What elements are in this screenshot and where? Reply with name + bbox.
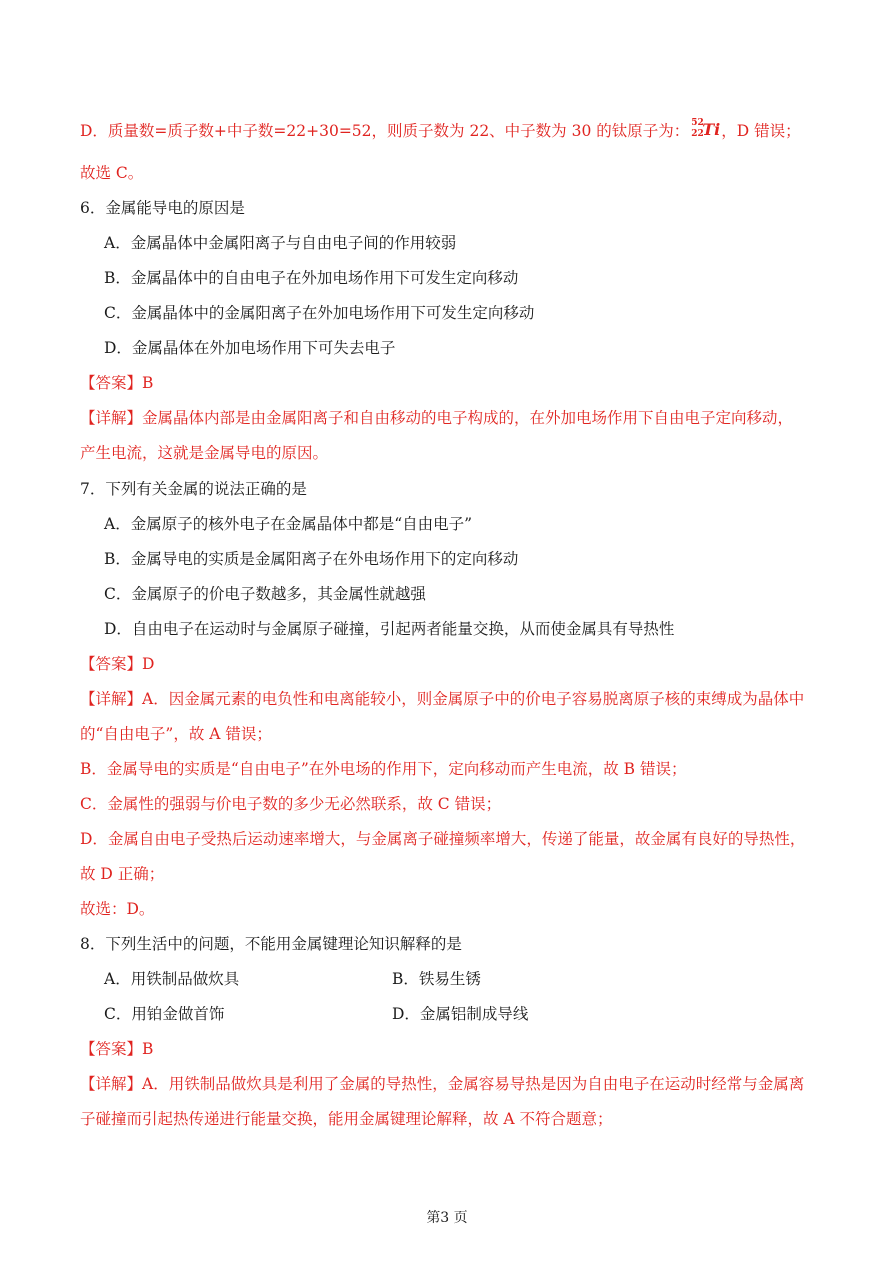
explanation-line: 故选 C。: [80, 164, 144, 182]
question-7-option-b: B．金属导电的实质是金属阳离子在外电场作用下的定向移动: [104, 550, 519, 568]
explanation-line: B．金属导电的实质是“自由电子”在外电场的作用下，定向移动而产生电流，故 B 错误；: [80, 760, 687, 778]
explanation-line: 子碰撞而引起热传递进行能量交换，能用金属键理论解释，故 A 不符合题意；: [80, 1110, 613, 1128]
question-6-option-a: A．金属晶体中金属阳离子与自由电子间的作用较弱: [104, 234, 457, 252]
explanation-line: 【详解】金属晶体内部是由金属阳离子和自由移动的电子构成的，在外加电场作用下自由电子定向移动，: [80, 409, 794, 427]
explanation-line: 【详解】A．因金属元素的电负性和电离能较小，则金属原子中的价电子容易脱离原子核的束缚成为晶体中: [80, 690, 805, 708]
explanation-line: C．金属性的强弱与价电子数的多少无必然联系，故 C 错误；: [80, 795, 502, 813]
question-6-option-b: B．金属晶体中的自由电子在外加电场作用下可发生定向移动: [104, 269, 519, 287]
explanation-line: 产生电流，这就是金属导电的原因。: [80, 444, 329, 462]
question-7-stem: 7．下列有关金属的说法正确的是: [80, 480, 307, 498]
explanation-line: 【详解】A．用铁制品做炊具是利用了金属的导热性，金属容易导热是因为自由电子在运动时经常与金属离: [80, 1075, 805, 1093]
question-7-answer: 【答案】D: [80, 655, 155, 673]
titanium-isotope-symbol: 52 22 Ti: [691, 118, 721, 139]
question-8-answer: 【答案】B: [80, 1040, 154, 1058]
question-6-stem: 6．金属能导电的原因是: [80, 199, 245, 217]
question-6-option-c: C．金属晶体中的金属阳离子在外加电场作用下可发生定向移动: [104, 304, 535, 322]
question-7-option-d: D．自由电子在运动时与金属原子碰撞，引起两者能量交换，从而使金属具有导热性: [104, 620, 675, 638]
question-8-option-a: A．用铁制品做炊具: [104, 970, 240, 988]
question-6-answer: 【答案】B: [80, 374, 154, 392]
question-8-option-b: B．铁易生锈: [392, 970, 481, 988]
question-7-option-c: C．金属原子的价电子数越多，其金属性就越强: [104, 585, 426, 603]
question-8-stem: 8．下列生活中的问题，不能用金属键理论知识解释的是: [80, 935, 462, 953]
explanation-line: 的“自由电子”，故 A 错误；: [80, 725, 272, 743]
explanation-line: D．金属自由电子受热后运动速率增大，与金属离子碰撞频率增大，传递了能量，故金属有良好的导热性，: [80, 830, 806, 848]
question-8-option-d: D．金属铝制成导线: [392, 1005, 529, 1023]
explanation-line: D．质量数=质子数+中子数=22+30=52，则质子数为 22、中子数为 30 的钛原子为： 52 22 Ti ，D 错误；: [80, 118, 801, 140]
question-6-option-d: D．金属晶体在外加电场作用下可失去电子: [104, 339, 396, 357]
page-number: 第3 页: [426, 1210, 468, 1226]
explanation-line: 故选：D。: [80, 900, 155, 918]
question-7-option-a: A．金属原子的核外电子在金属晶体中都是“自由电子”: [104, 515, 473, 533]
explanation-line: 故 D 正确；: [80, 865, 165, 883]
question-8-option-c: C．用铂金做首饰: [104, 1005, 225, 1023]
